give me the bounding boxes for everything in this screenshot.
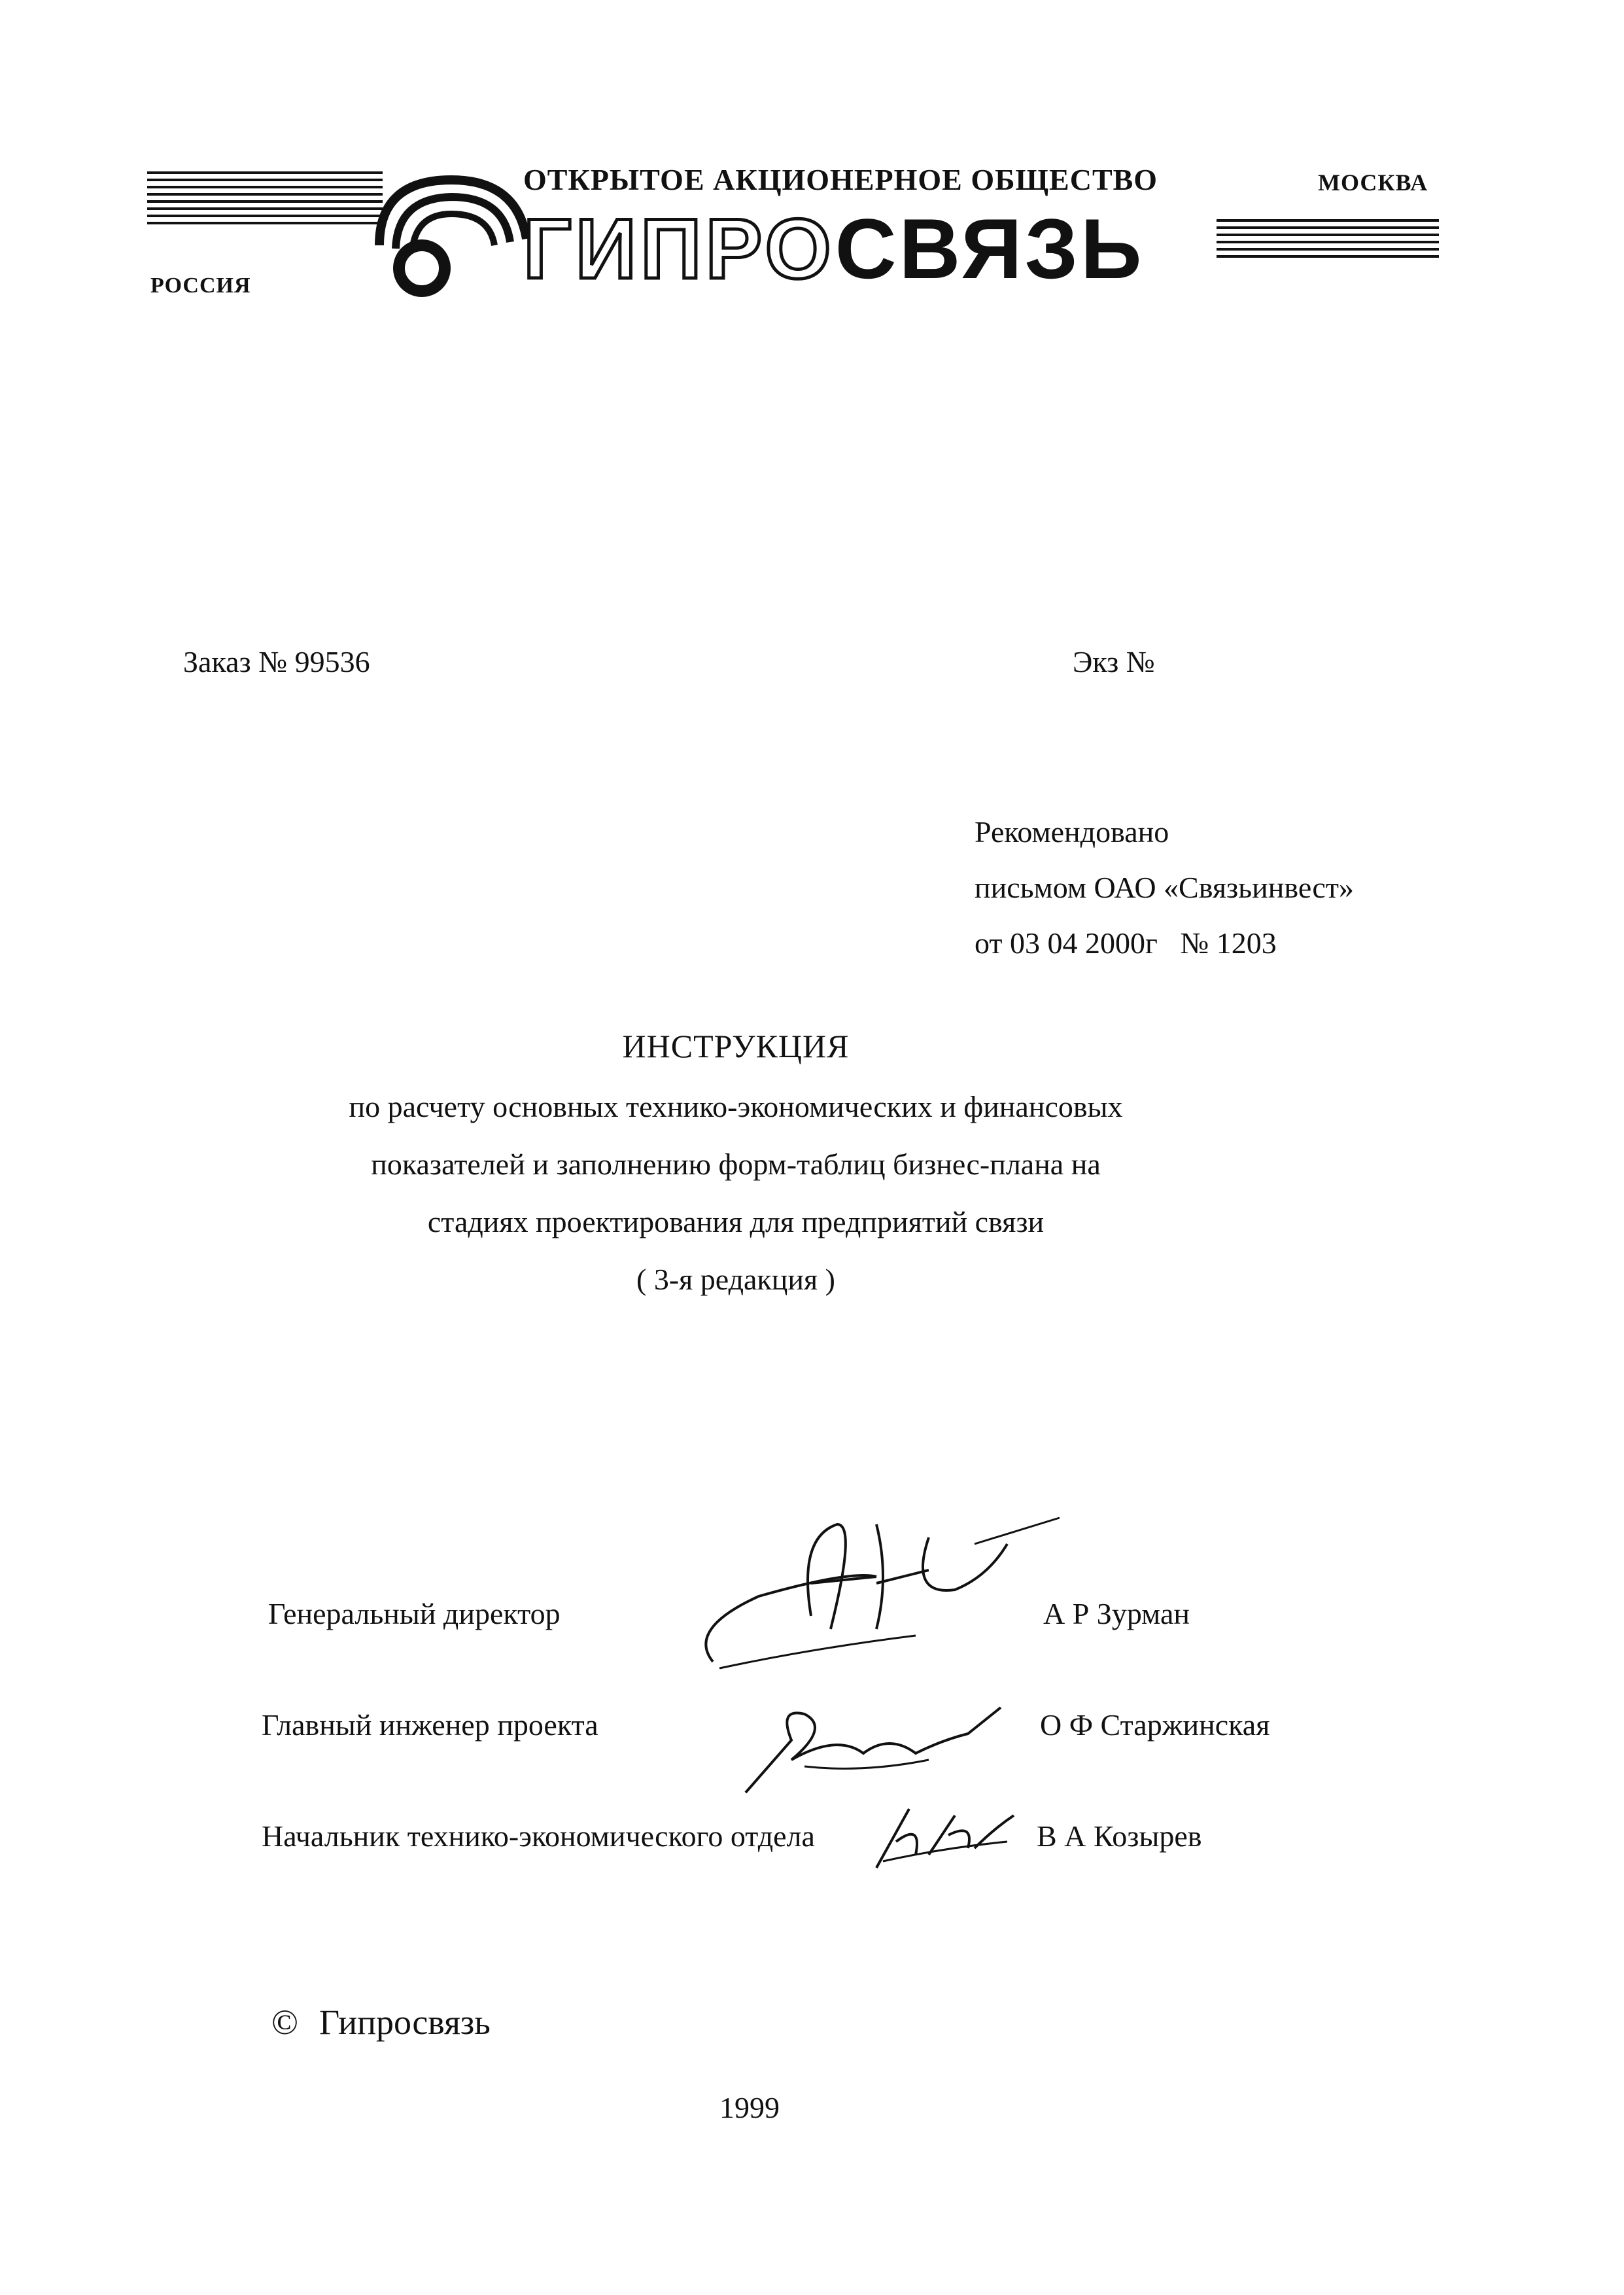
signatory-position-2: Главный инженер проекта <box>262 1708 598 1742</box>
city-label: МОСКВА <box>1318 169 1428 196</box>
recommendation-block <box>975 815 1354 960</box>
signatory-name-1: А Р Зурман <box>1043 1597 1190 1630</box>
document-title: ИНСТРУКЦИЯ <box>622 1028 850 1064</box>
order-number: Заказ № 99536 <box>183 645 370 678</box>
signature-director <box>680 1498 1073 1694</box>
document-subtitle-line-3: стадиях проектирования для предприятий связи <box>427 1205 1045 1238</box>
recommendation-line-3: от 03 04 2000г № 1203 <box>975 926 1277 960</box>
signatory-position-3: Начальник технико-экономического отдела <box>262 1819 815 1853</box>
brand-name-solid: СВЯЗЬ <box>835 201 1145 296</box>
letterhead <box>0 0 1624 314</box>
letterhead-lines-right <box>1217 219 1439 262</box>
publication-year: 1999 <box>719 2091 780 2124</box>
recommendation-line-1: Рекомендовано <box>975 815 1169 849</box>
copyright-line <box>271 2002 491 2042</box>
brand-name-outline: ГИПРО <box>523 201 835 296</box>
copy-number: Экз № <box>1073 645 1155 678</box>
recommendation-line-2: письмом ОАО «Связьинвест» <box>975 871 1354 904</box>
copyright-icon: © <box>271 2003 299 2042</box>
document-heading <box>164 1027 1308 1297</box>
document-subtitle-line-2: показателей и заполнению форм-таблиц бизнес-плана на <box>371 1148 1101 1181</box>
signatory-name-3: В А Козырев <box>1037 1819 1202 1853</box>
country-label: РОССИЯ <box>150 273 251 298</box>
letterhead-lines-left <box>147 171 383 229</box>
signature-department-head <box>870 1802 1020 1874</box>
logo-emblem-icon <box>366 167 536 298</box>
document-edition: ( 3-я редакция ) <box>636 1263 835 1296</box>
signatory-position-1: Генеральный директор <box>268 1597 561 1630</box>
brand-logo <box>523 200 1145 298</box>
document-subtitle-line-1: по расчету основных технико-экономических и финансовых <box>349 1090 1123 1123</box>
signatory-name-2: О Ф Старжинская <box>1040 1708 1270 1742</box>
organization-type: ОТКРЫТОЕ АКЦИОНЕРНОЕ ОБЩЕСТВО <box>523 163 1158 196</box>
copyright-holder: Гипросвязь <box>319 2003 491 2042</box>
signature-chief-engineer <box>733 1694 1014 1799</box>
